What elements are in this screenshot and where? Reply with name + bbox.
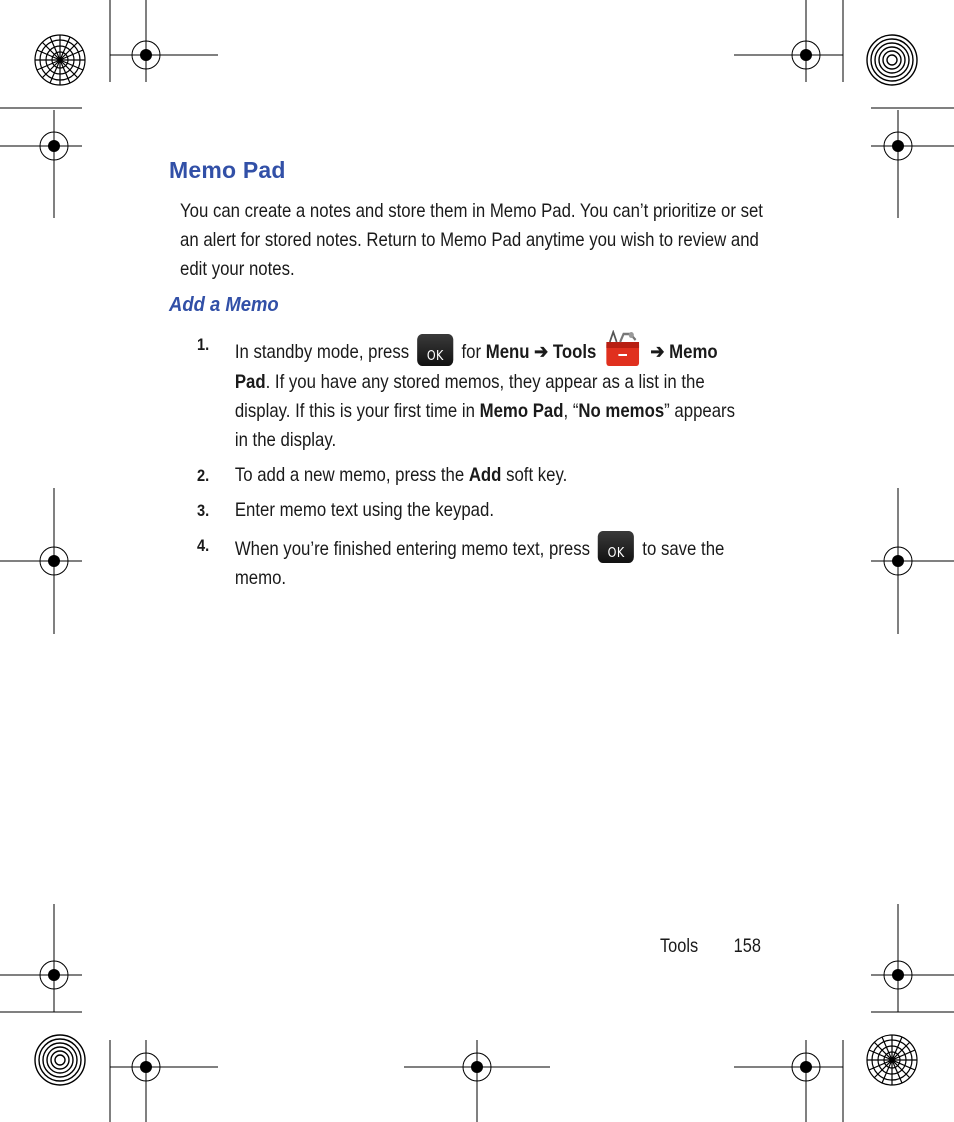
step-number: 2. <box>197 466 210 485</box>
page-number: 158 <box>733 936 761 957</box>
step-number: 4. <box>197 536 210 555</box>
tools-label: Tools <box>552 341 597 363</box>
steps-list <box>197 330 747 599</box>
page-footer <box>660 936 792 958</box>
intro-paragraph: You can create a notes and store them in Memo Pad. You can’t prioritize or set an alert for stored notes. Return to Memo Pad anytime you wish to review and edit your notes. <box>180 200 763 280</box>
footer-section: Tools <box>660 936 699 957</box>
add-label: Add <box>468 464 502 486</box>
step-2: 2. To add a new memo, press the Add soft key. <box>197 461 747 490</box>
step-4: 4. When you’re finished entering memo text, press OK to save the memo. <box>197 531 747 593</box>
step-3: 3. Enter memo text using the keypad. <box>197 496 747 525</box>
menu-label: Menu <box>485 341 530 363</box>
step-number: 3. <box>197 501 210 520</box>
step-1: 1. In standby mode, press OK for Menu ➔ Tools ➔ Memo Pad. If you have any stored memos, they appear as a list in the display. If this is your first time in Memo Pad, “No memos” appears in the display. <box>197 330 747 455</box>
memo-pad-label: Memo Pad <box>234 341 718 393</box>
tools-toolbox-icon <box>604 330 642 368</box>
section-title: Memo Pad <box>169 157 286 183</box>
ok-key-icon: OK <box>598 531 634 563</box>
subsection-title: Add a Memo <box>169 293 279 316</box>
ok-key-icon: OK <box>417 334 453 366</box>
step-number: 1. <box>197 335 210 354</box>
